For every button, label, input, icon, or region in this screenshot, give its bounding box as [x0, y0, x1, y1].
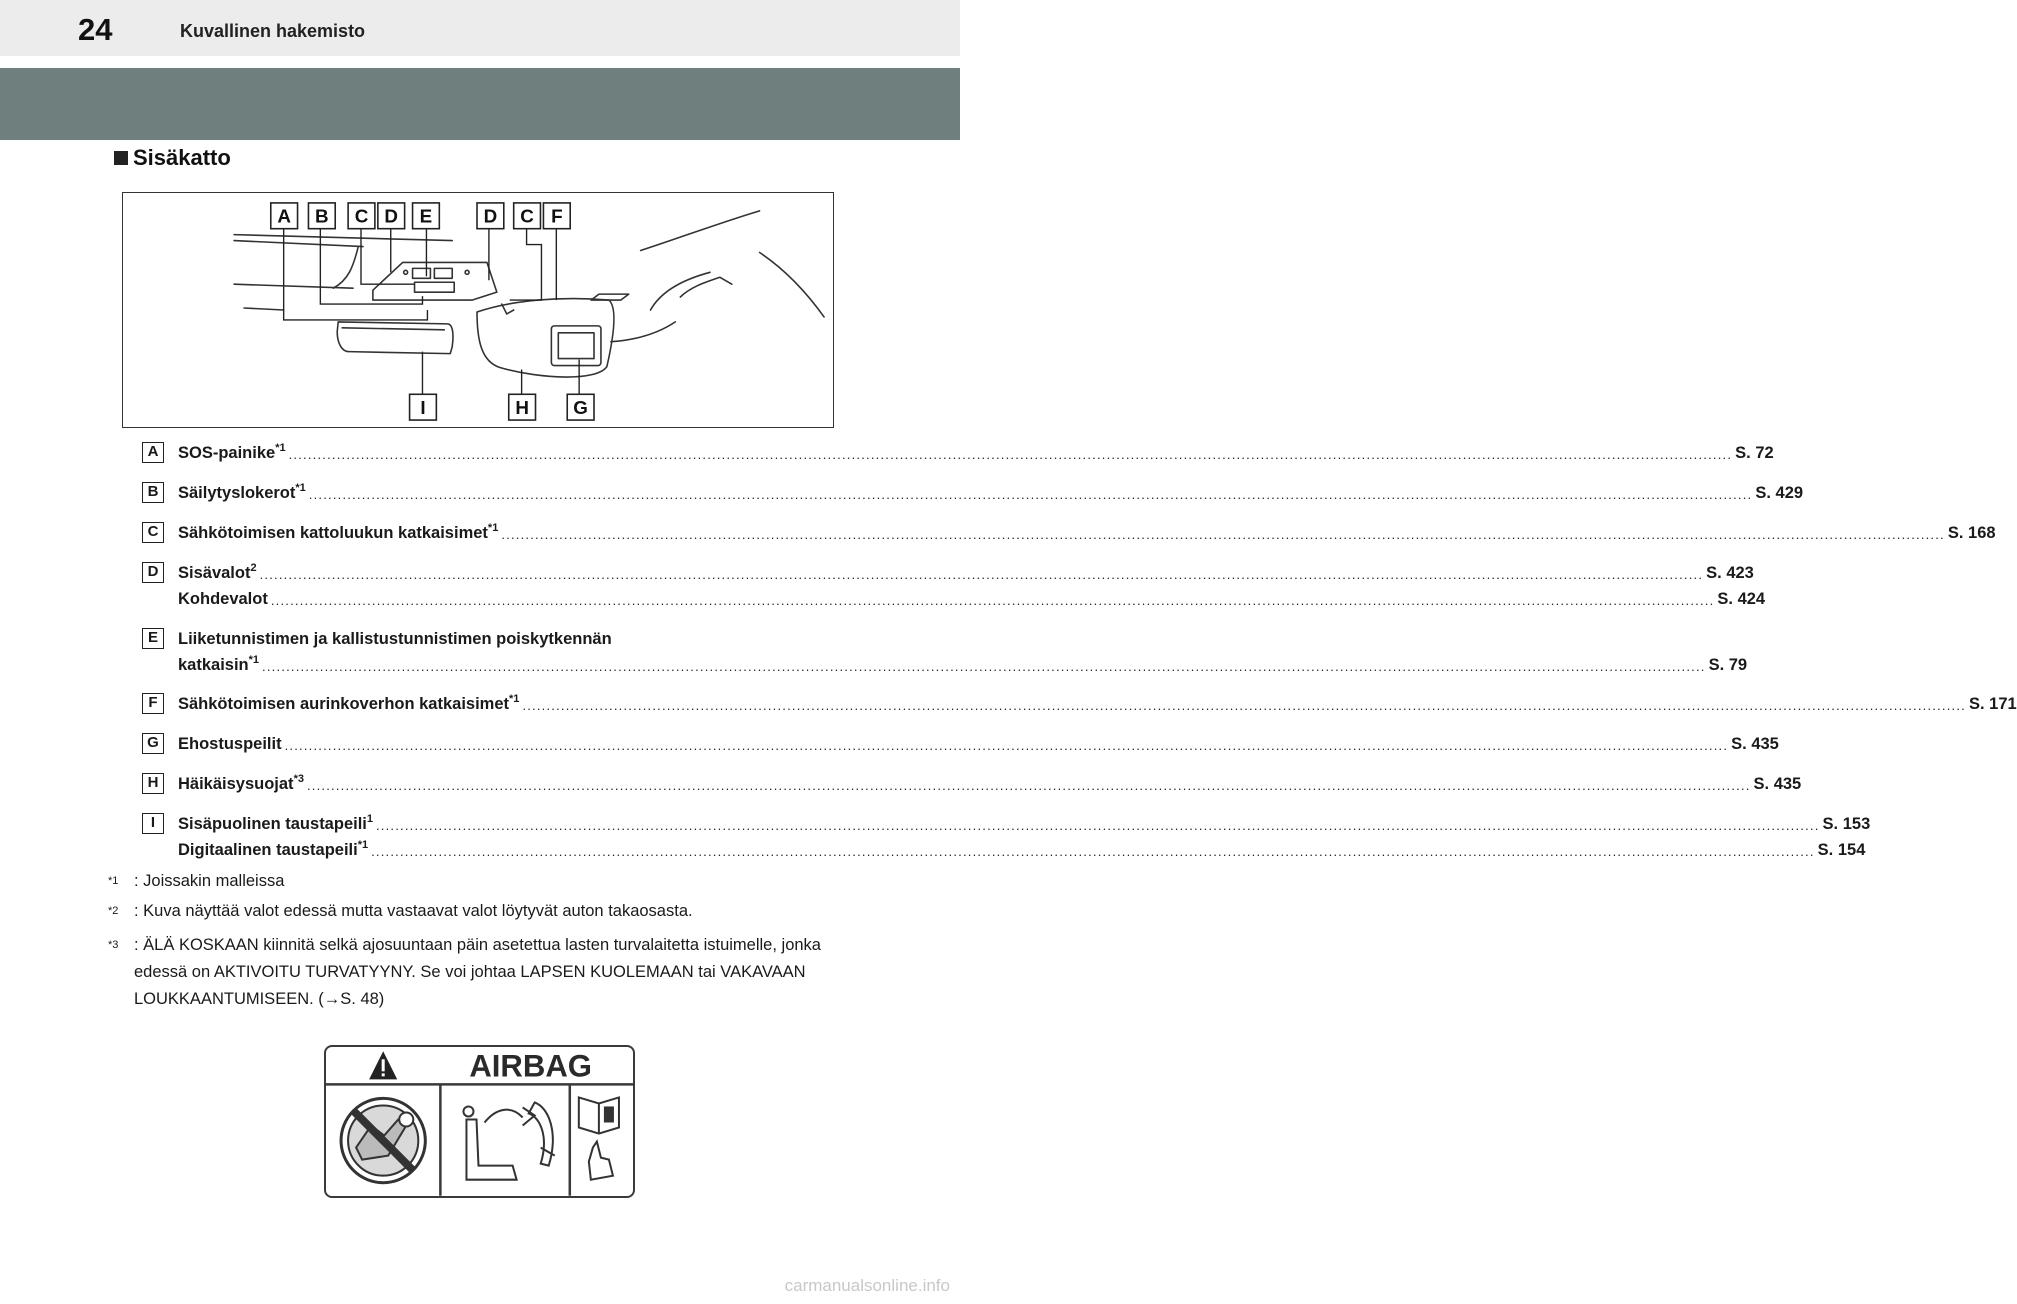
item-line: [178, 772, 1802, 794]
item-label: SOS-painike$^{*1}$: [178, 442, 286, 462]
airbag-title: AIRBAG: [469, 1048, 592, 1084]
footnote-ref: *3: [293, 773, 304, 785]
footnote-mark: *1: [108, 875, 119, 887]
dot-leader: ............................................................................................................................................................................................................................................................................................................: [501, 527, 1945, 542]
section-heading: [114, 145, 231, 171]
callout-g: [567, 394, 594, 420]
roof-illustration: [123, 193, 833, 427]
item-label: Liiketunnistimen ja kallistustunnistimen poiskytkennän: [178, 630, 612, 648]
svg-text:D: D: [384, 205, 399, 227]
footnote-ref: *1: [275, 442, 286, 454]
item-letter-box: I: [142, 813, 164, 834]
item-line: [178, 838, 1866, 860]
footnote-mark: *2: [108, 905, 119, 917]
callout-f: [543, 203, 570, 229]
dot-leader: ............................................................................................................................................................................................................................................................................................................: [259, 567, 1704, 582]
page-reference[interactable]: S. 435: [1753, 775, 1802, 793]
page-reference[interactable]: S. 79: [1708, 656, 1748, 674]
page-header: [0, 0, 960, 140]
item-label: Sähkötoimisen kattoluukun katkaisimet$^{*1}$: [178, 522, 499, 542]
footnote-ref: *1: [248, 654, 260, 666]
page-reference[interactable]: S. 435: [1731, 735, 1779, 753]
page-reference[interactable]: S. 72: [1735, 444, 1774, 462]
svg-text:C: C: [354, 205, 369, 227]
item-label: Säilytyslokerot$^{*1}$: [178, 482, 306, 502]
item-letter-box: F: [142, 693, 164, 714]
item-line: [178, 587, 1766, 609]
section-title: Sisäkatto: [133, 145, 231, 170]
footnote-ref: *1: [295, 482, 306, 494]
item-letter-box: A: [142, 442, 164, 463]
warning-triangle-icon: [369, 1051, 397, 1079]
chapter-title: Kuvallinen hakemisto: [180, 21, 366, 41]
item-label: Digitaalinen taustapeili$^{*1}$: [178, 839, 369, 859]
dot-leader: ............................................................................................................................................................................................................................................................................................................: [371, 844, 1815, 859]
item-letter-box: E: [142, 628, 164, 649]
item-letter-box: C: [142, 522, 164, 543]
dot-leader: ............................................................................................................................................................................................................................................................................................................: [288, 447, 1733, 462]
svg-text:E: E: [419, 205, 433, 227]
page-reference[interactable]: S. 153: [1822, 815, 1871, 833]
page-reference[interactable]: S. 429: [1755, 484, 1804, 502]
callout-d: [378, 203, 405, 229]
footnote-ref: *1: [509, 693, 520, 705]
footnote-ref: *1: [357, 839, 369, 851]
callout-b: [308, 203, 335, 229]
dot-leader: ............................................................................................................................................................................................................................................................................................................: [306, 778, 1751, 793]
watermark: carmanualsonline.info: [784, 1276, 950, 1295]
footnote: [108, 898, 838, 925]
airbag-warning-label: [324, 1045, 635, 1198]
dot-leader: ............................................................................................................................................................................................................................................................................................................: [376, 818, 1820, 833]
item-line: [178, 481, 1804, 503]
footnote-text: : Kuva näyttää valot edessä mutta vastaavat valot löytyvät auton takaosasta.: [134, 902, 693, 920]
svg-text:I: I: [420, 397, 426, 419]
item-label: katkaisin$^{*1}$: [178, 654, 260, 674]
item-letter-box: G: [142, 733, 164, 754]
page-reference[interactable]: S. 168: [1947, 524, 1996, 542]
dot-leader: ............................................................................................................................................................................................................................................................................................................: [522, 698, 1966, 713]
callout-a: [271, 203, 298, 229]
read-manual-icon: [579, 1097, 619, 1179]
svg-text:B: B: [315, 205, 329, 227]
square-bullet-icon: [114, 151, 128, 165]
item-line: [178, 627, 810, 649]
item-line: [178, 692, 2017, 714]
item-label: Häikäisysuojat$^{*3}$: [178, 773, 304, 793]
seat-airbag-icon: [463, 1102, 554, 1179]
footnote-ref: 1: [366, 813, 373, 825]
footnote: [108, 932, 838, 1013]
item-letter-box: B: [142, 482, 164, 503]
item-label: Kohdevalot: [178, 590, 268, 608]
item-letter-box: H: [142, 773, 164, 794]
footnote-ref: 2: [250, 562, 257, 574]
callout-d2: [477, 203, 504, 229]
dot-leader: ............................................................................................................................................................................................................................................................................................................: [262, 659, 1706, 674]
item-label: Sisävalot$^2$: [178, 562, 257, 582]
callout-e: [413, 203, 440, 229]
footnote-mark: *3: [108, 939, 119, 951]
callout-c: [348, 203, 375, 229]
item-letter-box: D: [142, 562, 164, 583]
item-label: Sähkötoimisen aurinkoverhon katkaisimet$^{*1}$: [178, 693, 520, 713]
item-line: [178, 561, 1754, 583]
page-reference[interactable]: S. 154: [1817, 841, 1866, 859]
page-reference[interactable]: S. 424: [1717, 590, 1766, 608]
page-reference[interactable]: S. 423: [1706, 564, 1754, 582]
footnote-text: : Joissakin malleissa: [134, 872, 285, 890]
page-number: 24: [78, 12, 113, 47]
no-rear-facing-child-seat-icon: [341, 1098, 425, 1182]
dot-leader: ............................................................................................................................................................................................................................................................................................................: [270, 593, 1715, 608]
svg-text:C: C: [520, 205, 534, 227]
footnote-ref: *1: [487, 522, 499, 534]
dot-leader: ............................................................................................................................................................................................................................................................................................................: [284, 738, 1729, 753]
item-line: [178, 812, 1871, 834]
footnote: [108, 868, 838, 895]
item-line: [178, 732, 1779, 754]
svg-text:H: H: [515, 397, 529, 419]
item-line: [178, 653, 1748, 675]
svg-text:G: G: [573, 397, 588, 419]
footnote-text: : ÄLÄ KOSKAAN kiinnitä selkä ajosuuntaan päin asetettua lasten turvalaitetta istuimelle, jonka edessä on AKTIVOITU TURVATYYNY. Se voi johtaa LAPSEN KUOLEMAAN tai VAKAVAAN LOUKKAANTUMISEEN. (→S. 48): [134, 936, 821, 1008]
callout-i: [410, 394, 437, 420]
svg-text:D: D: [483, 205, 498, 227]
header-top-bar: [0, 0, 960, 56]
page-reference[interactable]: S. 171: [1968, 695, 2017, 713]
callout-c2: [514, 203, 541, 229]
svg-text:F: F: [551, 205, 563, 227]
svg-text:A: A: [277, 205, 291, 227]
callout-h: [509, 394, 536, 420]
item-line: [178, 441, 1774, 463]
item-line: [178, 521, 1996, 543]
header-band: [0, 68, 960, 140]
item-label: Sisäpuolinen taustapeili$^1$: [178, 813, 373, 833]
item-label: Ehostuspeilit: [178, 735, 282, 753]
interior-roof-figure: [122, 192, 834, 428]
dot-leader: ............................................................................................................................................................................................................................................................................................................: [308, 487, 1753, 502]
